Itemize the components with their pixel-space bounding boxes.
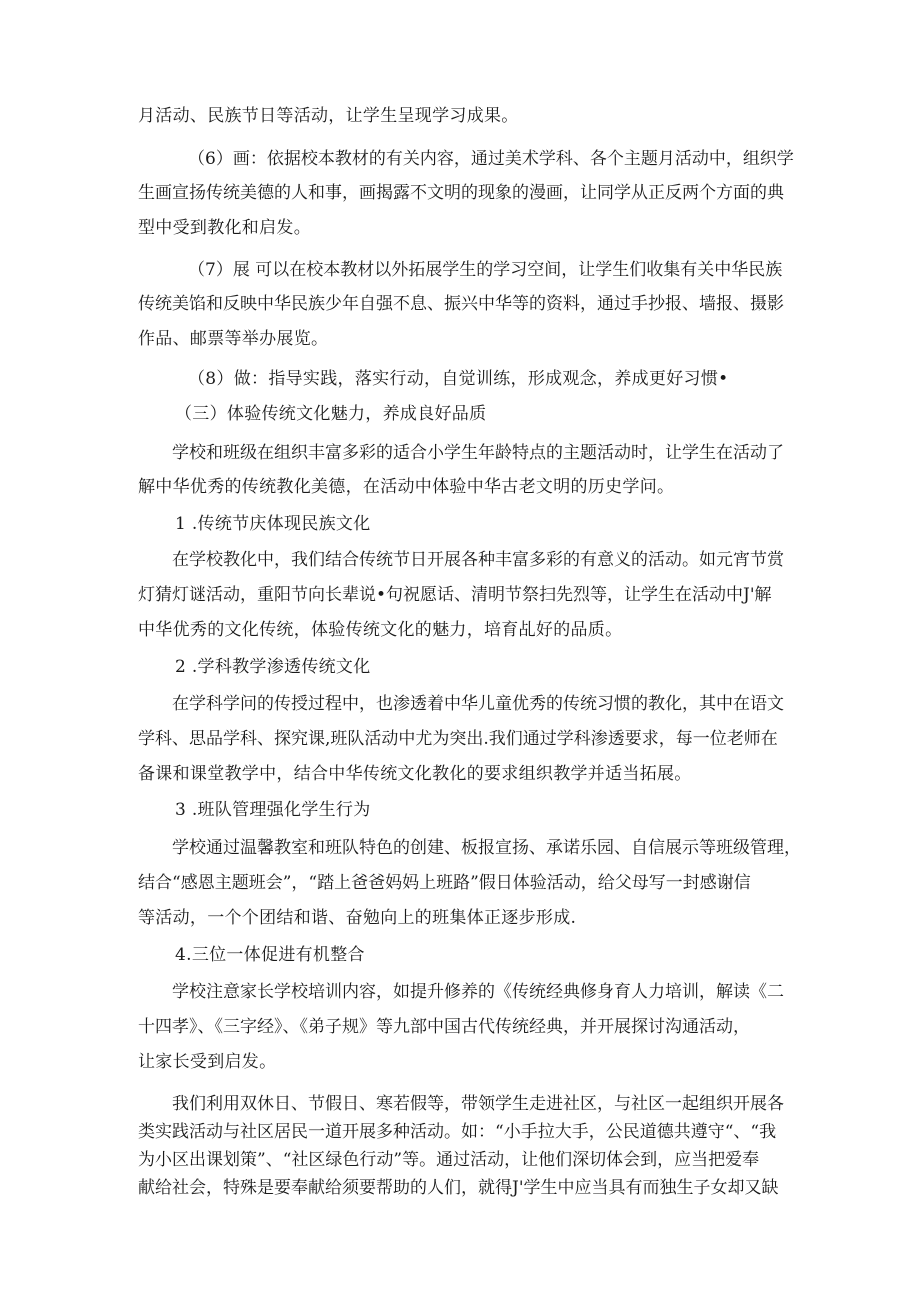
paragraph-line: 为小区出课划策”、“社区绿色行动”等。通过活动，让他们深切体会到，应当把爱奉 [138,1150,760,1170]
paragraph-line: 学科、思品学科、探究课,班队活动中尤为突出.我们通过学科渗透要求，每一位老师在 [138,729,778,749]
paragraph-line: 学校和班级在组织丰富多彩的适合小学生年龄特点的主题活动时，让学生在活动了 [172,443,784,463]
paragraph-line: 月活动、民族节日等活动，让学生呈现学习成果。 [138,106,519,126]
paragraph-line: 灯猜灯谜活动，重阳节向长辈说•句祝愿话、清明节祭扫先烈等，让学生在活动中J'解 [138,585,772,605]
paragraph-line: 等活动，一个个团结和谐、奋勉向上的班集体正逐步形成. [138,908,577,928]
paragraph-line: 传统美馅和反映中华民族少年自强不息、振兴中华等的资料，通过手抄报、墙报、摄影 [138,294,784,314]
paragraph-line: 生画宣扬传统美德的人和事，画揭露不文明的现象的漫画，让同学从正反两个方面的典 [138,183,784,203]
paragraph-line: 十四孝》、《三字经》、《弟子规》等九部中国古代传统经典，并开展探讨沟通活动， [138,1017,750,1037]
subsection-heading: 1 .传统节庆体现民族文化 [175,514,371,534]
paragraph-line: 型中受到教化和启发。 [138,218,311,238]
paragraph-line: 学校通过温馨教室和班队特色的创建、板报宣扬、承诺乐园、自信展示等班级管理， [172,838,801,858]
paragraph-line: 学校注意家长学校培训内容，如提升修养的《传统经典修身育人力培训，解读《二 [172,982,784,1002]
paragraph-line: 在学科学问的传授过程中，也渗透着中华儿童优秀的传统习惯的教化，其中在语文 [172,694,784,714]
subsection-heading: 4.三位一体促进有机整合 [175,945,365,965]
paragraph-line: 作品、邮票等举办展览。 [138,329,329,349]
subsection-heading: 3 .班队管理强化学生行为 [175,800,371,820]
item-6-heading-line: （6）画：依据校本教材的有关内容，通过美术学科、各个主题月活动中，组织学 [188,149,794,169]
paragraph-line: 结合“感恩主题班会”，“踏上爸爸妈妈上班路”假日体验活动，给父母写一封感谢信 [138,873,751,893]
paragraph-line: 备课和课堂教学中，结合中华传统文化教化的要求组织教学并适当拓展。 [138,764,692,784]
paragraph-line: 类实践活动与社区居民一道开展多种活动。如：“小手拉大手，公民道德共遵守“、“我 [138,1122,777,1142]
paragraph-line: 解中华优秀的传统教化美德，在活动中体验中华古老文明的历史学问。 [138,477,675,497]
paragraph-line: 我们利用双休日、节假日、寒若假等，带领学生走进社区，与社区一起组织开展各 [172,1094,784,1114]
section-heading: （三）体验传统文化魅力，养成良好品质 [175,404,487,424]
paragraph-line: 献给社会，特殊是要奉献给须要帮助的人们，就得J'学生中应当具有而独生子女却又缺 [138,1178,779,1198]
paragraph-line: 在学校教化中，我们结合传统节日开展各种丰富多彩的有意义的活动。如元宵节赏 [172,550,784,570]
item-7-heading-line: （7）展 可以在校本教材以外拓展学生的学习空间，让学生们收集有关中华民族 [188,260,783,280]
paragraph-line: 中华优秀的文化传统，体验传统文化的魅力，培育乩好的品质。 [138,620,623,640]
paragraph-line: 让家长受到启发。 [138,1052,277,1072]
subsection-heading: 2 .学科教学渗透传统文化 [175,657,371,677]
item-8-heading-line: （8）做：指导实践，落实行动，自觉训练，形成观念，养成更好习惯• [188,369,729,389]
